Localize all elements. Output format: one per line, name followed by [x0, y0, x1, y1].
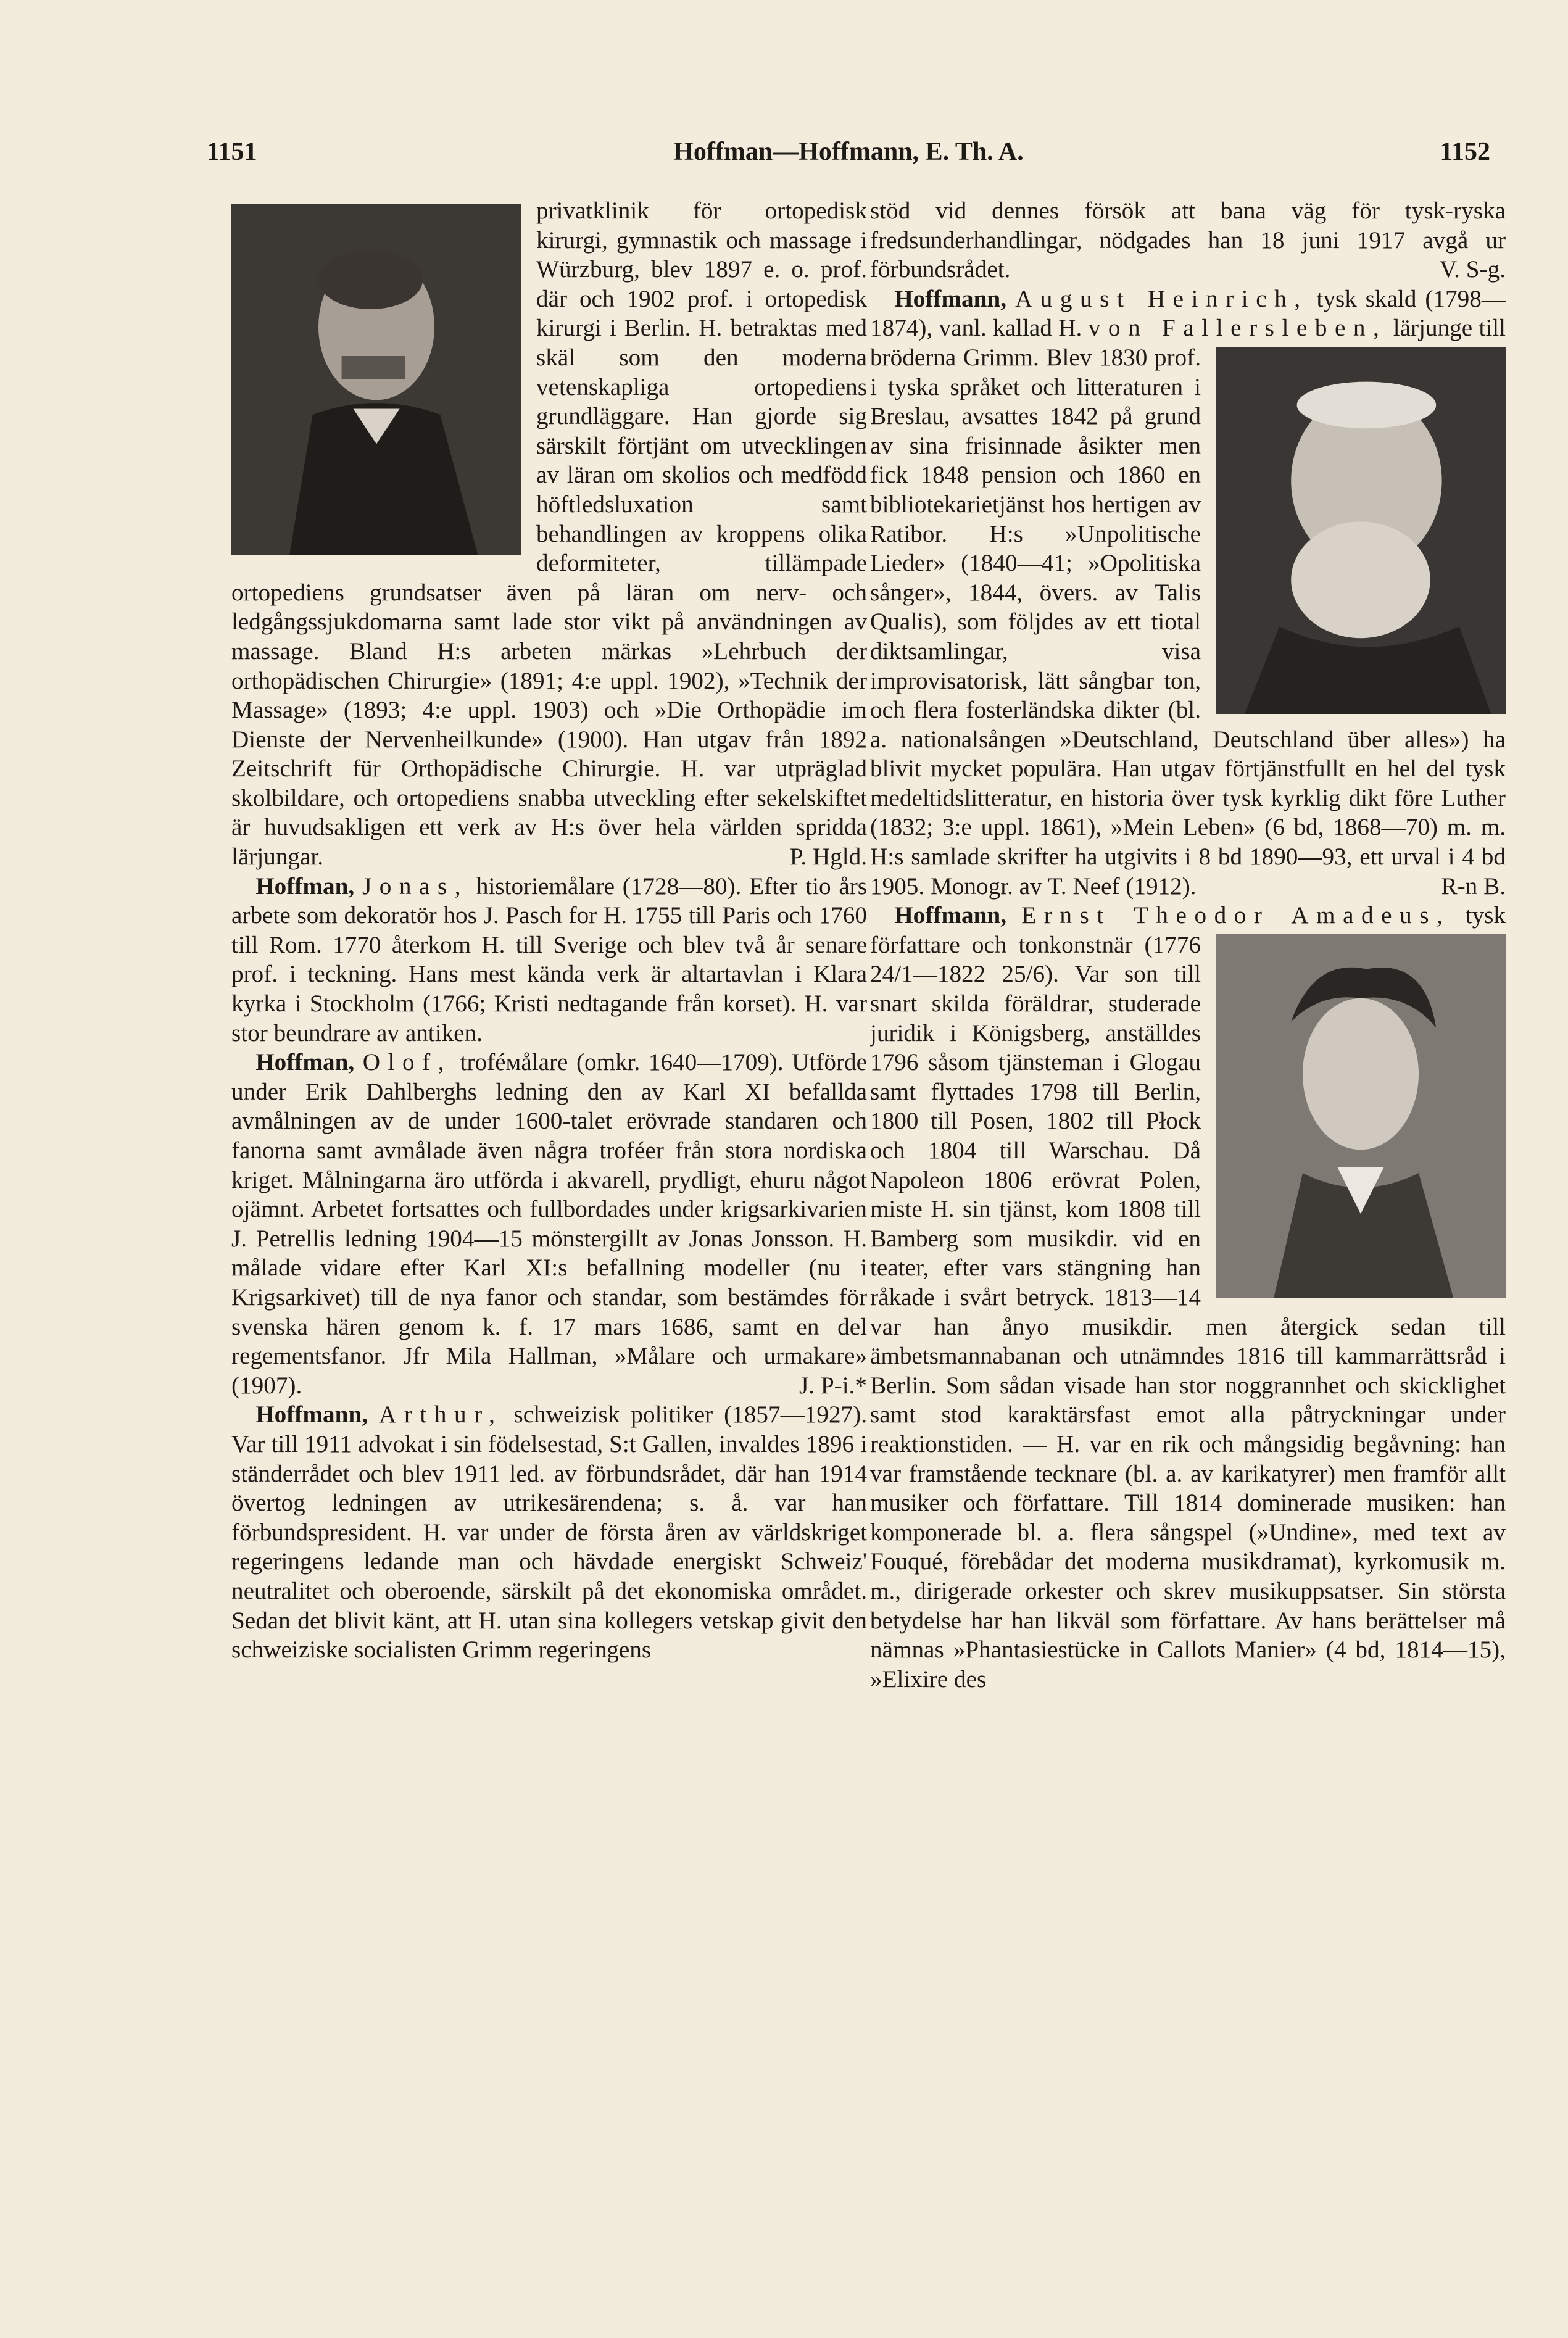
page-header: [207, 137, 1490, 180]
entry-hoffa-continued: privatklinik för ortopedisk kirurgi, gymnastik och massage i Würzburg, blev 1897 e. o. prof. där och 1902 prof. i ortopedisk kirurgi i Berlin. H. betraktas med skäl som den moderna vetenskapliga ortopediens grundläggare. Han gjorde sig särskilt förtjänt om utvecklingen av läran om skolios och medfödd höftledsluxation samt behandlingen av kroppens olika deformiteter, tillämpade ortopediens grundsatser även på läran om nerv- och ledgångssjukdomarna samt lade stor vikt på användningen av massage. Bland H:s arbeten märkas »Lehrbuch der orthopädischen Chirurgie» (1891; 4:e uppl. 1902), »Technik der Massage» (1893; 4:e uppl. 1903) och »Die Orthopädie im Dienste der Nervenheilkunde» (1900). Han utgav från 1892 Zeitschrift für Orthopädische Chirurgie. H. var utpräglad skolbildare, och ortopediens snabba utveckling efter sekelskiftet är huvudsakligen ett verk av H:s över hela världen spridda lärjungar. P. Hgld.: [231, 196, 867, 872]
signature-p-hgld: P. Hgld.: [789, 844, 867, 871]
portrait-hoffmann-von-fallersleben: [1216, 347, 1506, 714]
portrait-albert-hoffa: [231, 204, 521, 555]
entry-hoffman-olof: Hoffman, Olof, troféмålare (omkr. 1640—1709). Utförde under Erik Dahlberghs ledning den av Karl XI befallda avmålningen av de under 1600-talet erövrade standaren och fanorna samt avmålade även några troféer från stora nordiska kriget. Målningarna äro utförda i akvarell, prydligt, ehuru något ojämnt. Arbetet fortsattes och fullbordades under krigsarkivarien J. Petrellis ledning 1904—15 mönstergillt av Jonas Jonsson. H. målade vidare efter Karl XI:s befallning modeller (nu i Krigsarkivet) till de nya fanor och standar, som bestämdes för svenska hären genom k. f. 17 mars 1686, samt en del regementsfanor. Jfr Mila Hallman, »Målare och urmakare» (1907). J. P-i.*: [231, 1048, 867, 1400]
entry-hoffmann-arthur-continued: stöd vid dennes försök att bana väg för tysk-ryska fredsunderhandlingar, nödgades han 18 juni 1917 avgå ur förbundsrådet. V. S-g.: [870, 196, 1506, 284]
right-column: [870, 196, 1506, 2307]
running-title: Hoffman—Hoffmann, E. Th. A.: [673, 138, 1024, 166]
signature-jpi: J. P-i.*: [799, 1372, 867, 1399]
entry-hoffmann-august-heinrich: Hoffmann, August Heinrich, tysk skald (1798—1874), vanl. kallad H. von Fallersleben, lärjunge till bröderna Grimm. Blev 1830 prof. i tyska språket och litteraturen i Breslau, avsattes 1842 på grund av sina frisinnade åsikter men fick 1848 pension och 1860 en bibliotekarietjänst hos hertigen av Ratibor. H:s »Unpolitische Lieder» (1840—41; »Opolitiska sånger», 1844, övers. av Talis Qualis), som följdes av ett tiotal diktsamlingar, visa improvisatorisk, lätt sångbar ton, och flera fosterländska dikter (bl. a. nationalsången »Deutschland, Deutschland über alles») ha blivit mycket populära. Han utgav förtjänstfullt en hel del tysk medeltidslitteratur, en historia över tysk kyrklig dikt före Luther (1832; 3:e uppl. 1861), »Mein Leben» (6 bd, 1868—70) m. m. H:s samlade skrifter ha utgivits i 8 bd 1890—93, ett urval i 4 bd 1905. Monogr. av T. Neef (1912). R-n B.: [870, 284, 1506, 901]
entry-hoffman-jonas: Hoffman, Jonas, historiemålare (1728—80). Efter tio års arbete som dekoratör hos J. Pasch for H. 1755 till Paris och 1760 till Rom. 1770 återkom H. till Sverige och blev två år senare prof. i teckning. Hans mest kända verk är altartavlan i Klara kyrka i Stockholm (1766; Kristi nedtagande från korset). H. var stor beundrare av antiken.: [231, 873, 867, 1047]
headword-hoffmann-august: Hoffmann,: [894, 285, 1006, 312]
headword-hoffman-jonas: Hoffman,: [255, 873, 355, 900]
signature-vsg: V. S-g.: [1439, 256, 1506, 283]
entry-hoffmann-arthur: Hoffmann, Arthur, schweizisk politiker (1857—1927). Var till 1911 advokat i sin födelsestad, S:t Gallen, invaldes 1896 i ständerrådet och blev 1911 led. av förbundsrådet, där han 1914 övertog ledningen av utrikesärendena; s. å. var han förbundspresident. H. var under de första åren av världskriget regeringens ledande man och hävdade energiskt Schweiz' neutralitet och oberoende, särskilt på det ekonomiska området. Sedan det blivit känt, att H. utan sina kollegers vetskap givit den schweiziske socialisten Grimm regeringens: [231, 1401, 867, 1664]
headword-hoffmann-arthur: Hoffmann,: [255, 1401, 368, 1428]
left-column: [231, 196, 867, 2307]
headword-hoffmann-eta: Hoffmann,: [894, 902, 1006, 929]
headword-hoffman-olof: Hoffman,: [255, 1049, 355, 1076]
entry-hoffmann-eta: Hoffmann, Ernst Theodor Amadeus, tysk författare och tonkonstnär (1776 24/1—1822 25/6). Var son till snart skilda föräldrar, studerade juridik i Königsberg, anställdes 1796 såsom tjänsteman i Glogau samt flyttades 1798 till Berlin, 1800 till Posen, 1802 till Płock och 1804 till Warschau. Då Napoleon 1806 erövrat Polen, miste H. sin tjänst, kom 1808 till Bamberg som musikdir. vid en teater, efter vars stängning han råkade i svårt betryck. 1813—14 var han ånyo musikdir. men återgick sedan till ämbetsmannabanan och utnämndes 1816 till kammarrättsråd i Berlin. Som sådan visade han stor noggrannhet och skicklighet samt stod karaktärsfast emot alla påtryckningar under reaktionstiden. — H. var en rik och mångsidig begåvning: han var framstående tecknare (bl. a. av karikatyrer) men framför allt musiker och författare. Till 1814 dominerade musiken: han komponerade bl. a. flera sångspel (»Undine», med text av Fouqué, förebådar det moderna musikdramat), kyrkomusik m. m., dirigerade orkester och skrev musikuppsatser. Sin största betydelse har han likväl som författare. Av hans berättelser må nämnas »Phantasiestücke in Callots Manier» (4 bd, 1814—15), »Elixire des: [870, 902, 1506, 1693]
page-number-right: 1152: [1440, 138, 1490, 166]
signature-rnb: R-n B.: [1441, 873, 1506, 900]
page-number-left: 1151: [207, 138, 257, 166]
portrait-eta-hoffmann: [1216, 934, 1506, 1298]
